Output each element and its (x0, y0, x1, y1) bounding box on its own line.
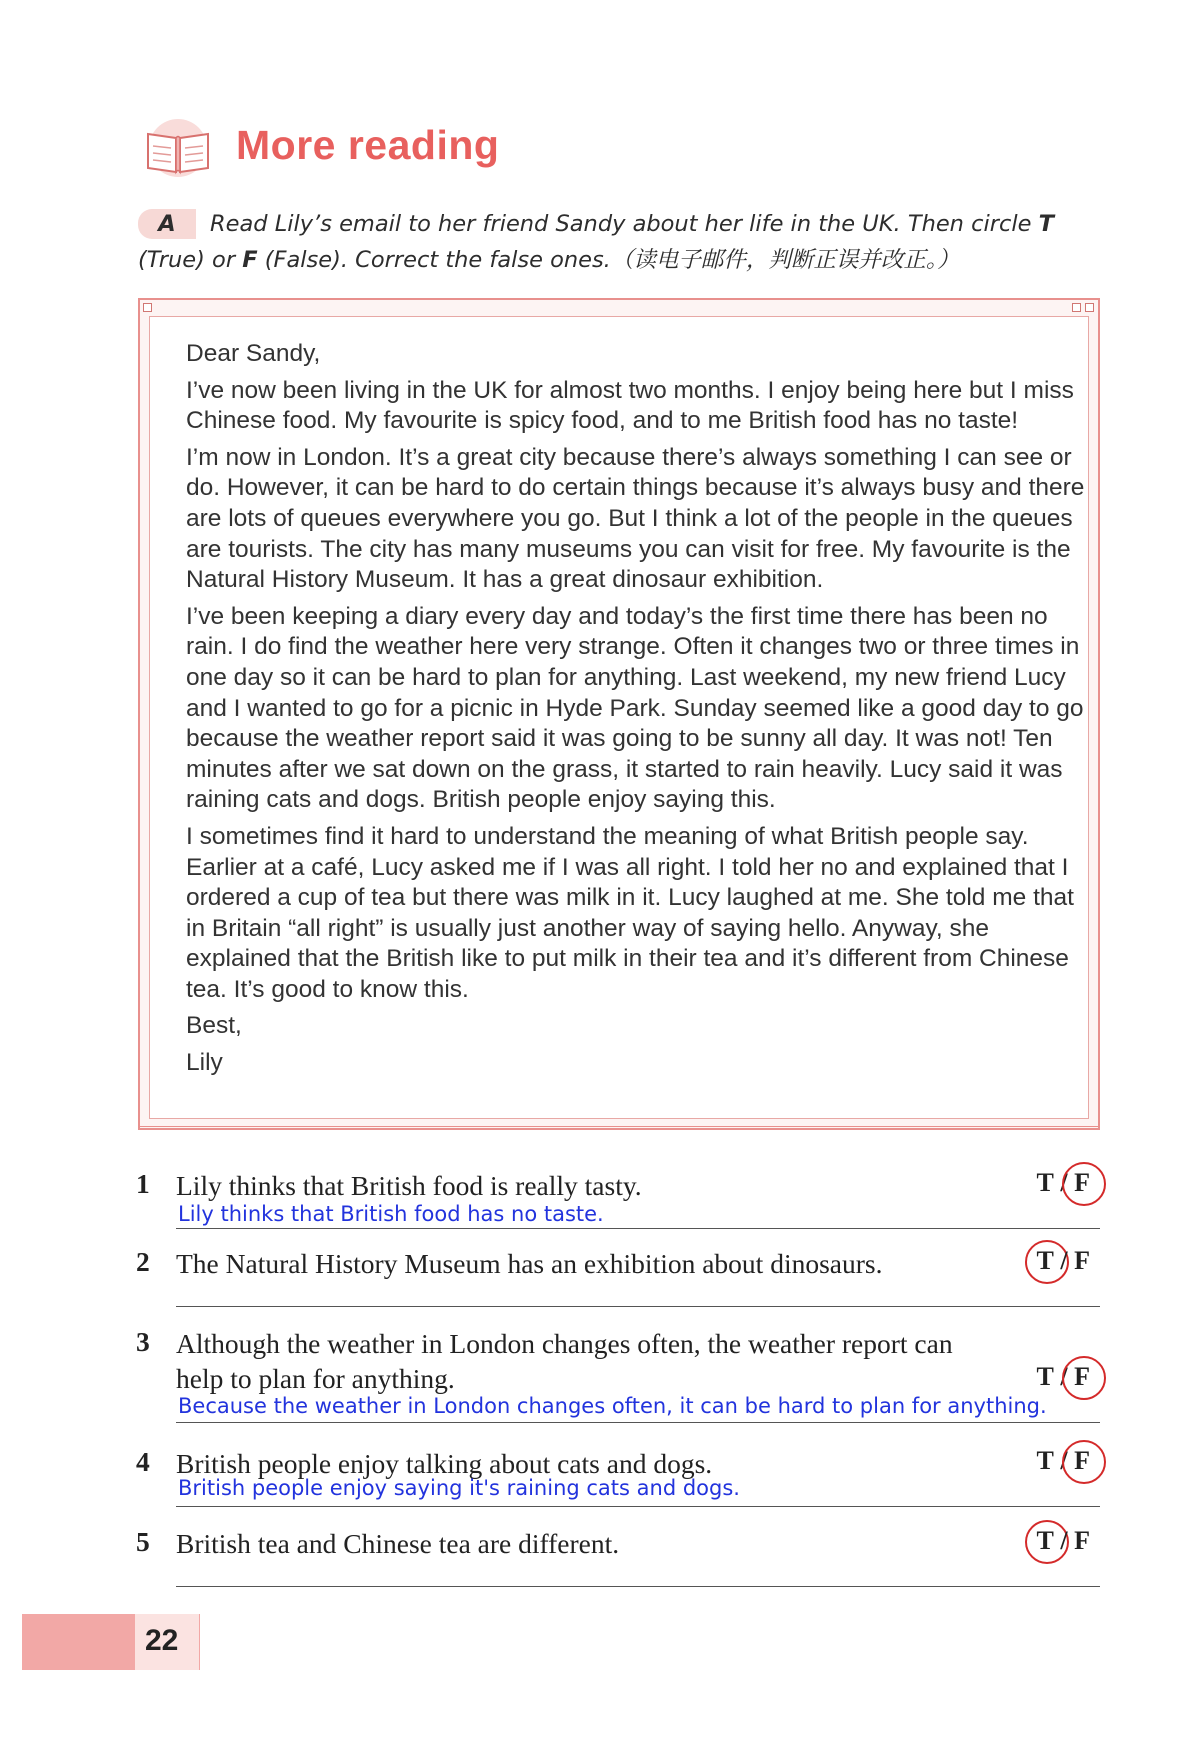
true-false-choice[interactable] (1037, 1526, 1090, 1556)
email-paragraph-3: I’ve been keeping a diary every day and today’s the first time there has been no rain. I do find the weather here very strange. Often it changes two or three times in one day so it can be hard to plan for anything. Last weekend, my new friend Lucy and I wanted to go for a picnic in Hyde Park. Sunday seemed like a good day to go because the weather report said it was going to be sunny all day. It was not! Ten minutes after we sat down on the grass, it started to rain heavily. Lucy said it was raining cats and dogs. British people enjoy saying this. (186, 602, 1084, 814)
true-false-choice[interactable] (1037, 1362, 1090, 1392)
section-title: More reading (236, 122, 500, 168)
window-minimize-icon (1072, 303, 1081, 312)
answer-line (176, 1306, 1100, 1307)
question-number: 2 (136, 1246, 150, 1277)
true-option[interactable]: T (1036, 1446, 1054, 1475)
email-body (149, 316, 1089, 1119)
tf-separator: / (1060, 1526, 1068, 1555)
question-4 (136, 1446, 1100, 1510)
email-closing: Best, (186, 1012, 242, 1040)
question-text: Lily thinks that British food is really tasty. (176, 1170, 642, 1201)
question-1 (136, 1168, 1100, 1232)
email-paragraph-4: I sometimes find it hard to understand the meaning of what British people say. Earlier at a café, Lucy asked me if I was all right. I told her no and explained that I ordered a cup of tea but there was milk in it. Lucy laughed at me. She told me that in Britain “all right” is usually just another way of saying hello. Anyway, she explained that the British like to put milk in their tea and it’s different from Chinese tea. It’s good to know this. (186, 822, 1074, 1003)
tf-separator: / (1060, 1168, 1068, 1197)
question-text: Although the weather in London changes often, the weather report can help to plan for anything. (176, 1328, 953, 1394)
email-greeting: Dear Sandy, (186, 340, 321, 367)
false-option-circled[interactable]: F (1074, 1362, 1090, 1391)
instruction (138, 206, 1098, 278)
exercise-label: A (138, 209, 196, 239)
true-false-choice[interactable] (1037, 1246, 1090, 1276)
book-icon (138, 116, 218, 180)
question-5 (136, 1526, 1100, 1590)
correction-answer: British people enjoy saying it's raining cats and dogs. (178, 1476, 740, 1500)
false-option[interactable]: F (1074, 1246, 1090, 1275)
tf-separator: / (1060, 1246, 1068, 1275)
true-option-circled[interactable]: T (1036, 1526, 1054, 1555)
question-3 (136, 1326, 1100, 1428)
question-number: 4 (136, 1446, 150, 1477)
true-false-choice[interactable] (1037, 1168, 1090, 1198)
question-2 (136, 1246, 1100, 1310)
answer-line (176, 1228, 1100, 1229)
question-number: 5 (136, 1526, 150, 1557)
email-paragraph-1: I’ve now been living in the UK for almost two months. I enjoy being here but I miss Chinese food. My favourite is spicy food, and to me British food has no taste! (186, 376, 1074, 435)
instruction-text-1: Read Lily’s email to her friend Sandy about her life in the UK. Then circle (210, 211, 1039, 237)
question-text: British tea and Chinese tea are different. (176, 1528, 620, 1559)
tf-separator: / (1060, 1362, 1068, 1391)
true-option-circled[interactable]: T (1036, 1246, 1054, 1275)
instruction-f: F (242, 247, 258, 273)
question-number: 1 (136, 1168, 150, 1199)
window-maximize-icon (1085, 303, 1094, 312)
page-number: 22 (145, 1624, 179, 1657)
email-text (186, 339, 1086, 1085)
answer-line (176, 1422, 1100, 1423)
answer-line (176, 1586, 1100, 1587)
false-option-circled[interactable]: F (1074, 1446, 1090, 1475)
answer-line (176, 1506, 1100, 1507)
true-option[interactable]: T (1036, 1362, 1054, 1391)
question-text: The Natural History Museum has an exhibition about dinosaurs. (176, 1248, 883, 1279)
question-text: British people enjoy talking about cats and dogs. (176, 1448, 713, 1479)
correction-answer: Because the weather in London changes often, it can be hard to plan for anything. (178, 1394, 1047, 1418)
email-window (138, 298, 1100, 1130)
tf-separator: / (1060, 1446, 1068, 1475)
email-paragraph-2: I’m now in London. It’s a great city because there’s always something I can see or do. However, it can be hard to do certain things because it’s always busy and there are lots of queues everywhere you go. But I think a lot of the people in the queues are tourists. The city has many museums you can visit for free. My favourite is the Natural History Museum. It has a great dinosaur exhibition. (186, 443, 1085, 594)
instruction-text-3: (False). Correct the false ones.（读电子邮件，判断正误并改正。） (257, 247, 960, 273)
email-bottom-border (138, 1126, 1100, 1132)
true-option[interactable]: T (1036, 1168, 1054, 1197)
instruction-t: T (1038, 211, 1054, 237)
question-number: 3 (136, 1326, 150, 1357)
window-corner-icon (143, 303, 152, 312)
false-option[interactable]: F (1074, 1526, 1090, 1555)
correction-answer: Lily thinks that British food has no taste. (178, 1202, 604, 1226)
email-signature: Lily (186, 1049, 223, 1077)
true-false-choice[interactable] (1037, 1446, 1090, 1476)
instruction-text-2: (True) or (138, 247, 243, 273)
false-option-circled[interactable]: F (1074, 1168, 1090, 1197)
